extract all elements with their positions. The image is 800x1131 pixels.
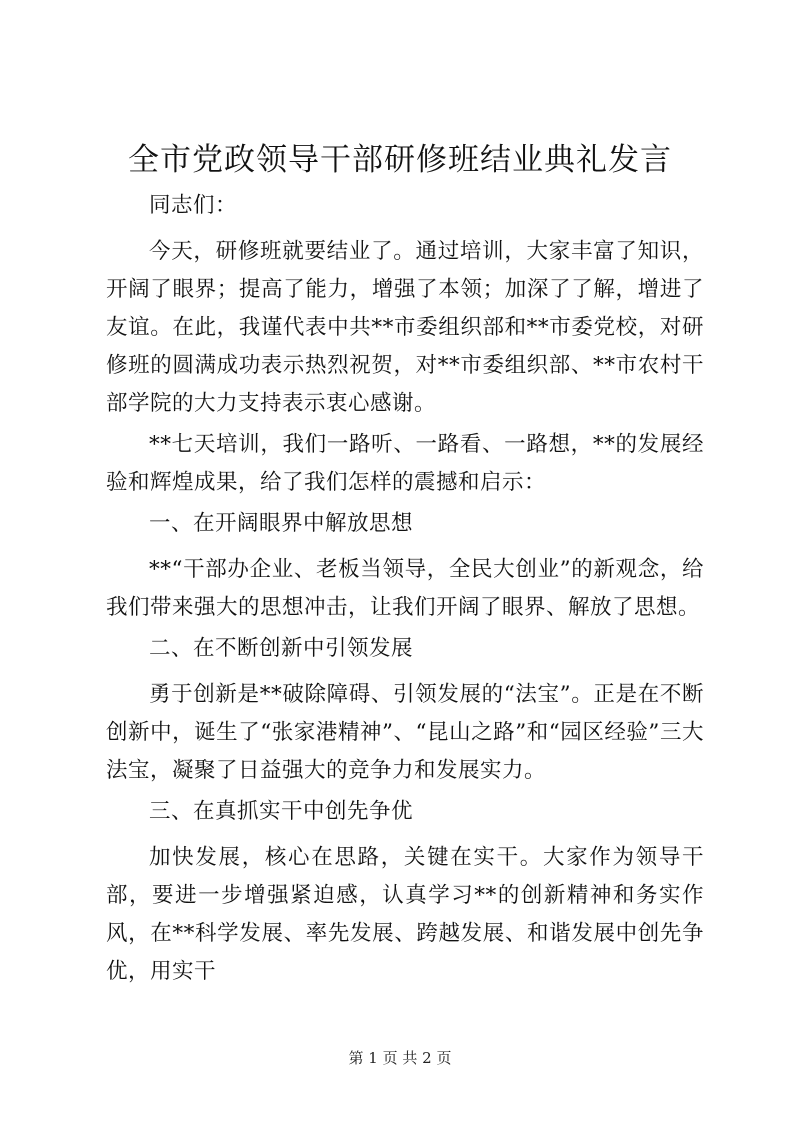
section-heading: 一、在开阔眼界中解放思想: [149, 511, 414, 536]
page-number: 第 1 页 共 2 页: [348, 1049, 452, 1067]
document-title: 全市党政领导干部研修班结业典礼发言: [128, 142, 672, 178]
section-heading: 三、在真抓实干中创先争优: [149, 799, 414, 824]
body-paragraph: **七天培训，我们一路听、一路看、一路想，**的发展经验和辉煌成果，给了我们怎样的震撼和启示：: [106, 432, 704, 495]
body-paragraph: 今天，研修班就要结业了。通过培训，大家丰富了知识，开阔了眼界；提高了能力，增强了本领；加深了了解，增进了友谊。在此，我谨代表中共**市委组织部和**市委党校，对研修班的圆满成功表示热烈祝贺，对**市委组织部、**市农村干部学院的大力支持表示衷心感谢。: [106, 239, 704, 416]
body-paragraph: 加快发展，核心在思路，关键在实干。大家作为领导干部，要进一步增强紧迫感，认真学习**的创新精神和务实作风，在**科学发展、率先发展、跨越发展、和谐发展中创先争优，用实干: [106, 845, 704, 984]
document-body: [106, 187, 704, 994]
section-heading: 二、在不断创新中引领发展: [149, 636, 414, 661]
salutation-paragraph: 同志们：: [149, 193, 238, 218]
page-footer: [0, 1048, 800, 1068]
body-paragraph: **“干部办企业、老板当领导，全民大创业”的新观念，给我们带来强大的思想冲击，让我们开阔了眼界、解放了思想。: [106, 557, 704, 620]
body-paragraph: 勇于创新是**破除障碍、引领发展的“法宝”。正是在不断创新中，诞生了“张家港精神”、“昆山之路”和“园区经验”三大法宝，凝聚了日益强大的竞争力和发展实力。: [106, 682, 704, 783]
